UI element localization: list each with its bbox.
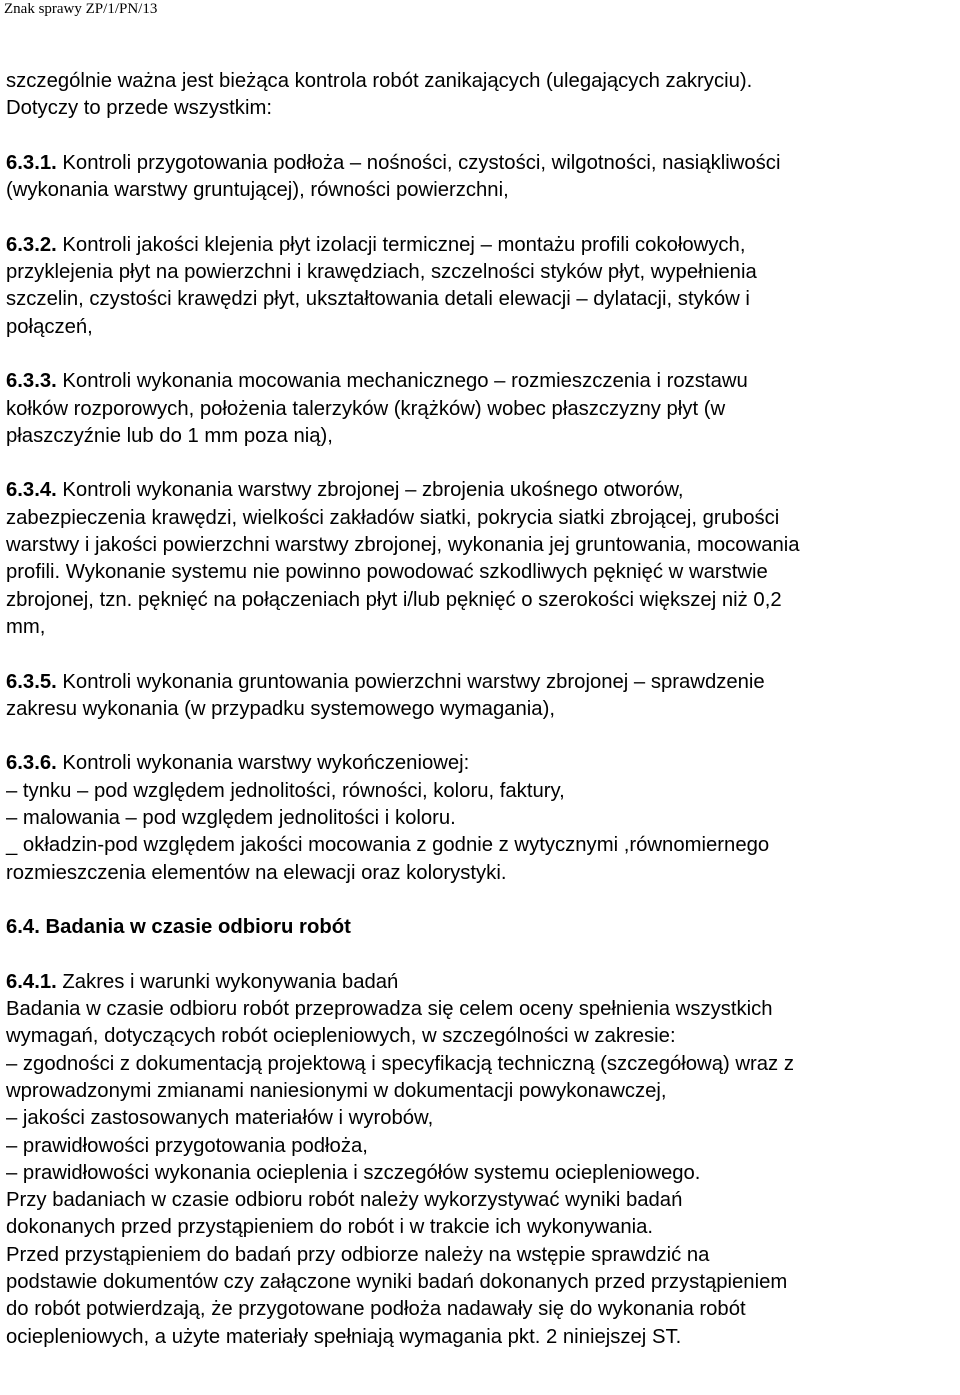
item-number: 6.3.6.: [6, 752, 57, 775]
item-6-4-1-line: [6, 969, 958, 996]
item-number: 6.3.2.: [6, 233, 57, 256]
item-text: Kontroli wykonania mocowania mechanicznego – rozmieszczenia i rozstawu: [56, 370, 748, 393]
item-6-3-6-line: – malowania – pod względem jednolitości i koloru.: [6, 807, 456, 830]
item-6-3-6-line: – tynku – pod względem jednolitości, równości, koloru, faktury,: [6, 779, 565, 802]
section-6-4-heading: [6, 914, 958, 941]
item-text: Kontroli przygotowania podłoża – nośności, czystości, wilgotności, nasiąkliwości: [56, 151, 781, 174]
item-6-3-1-line: (wykonania warstwy gruntującej), równości powierzchni,: [6, 179, 509, 202]
item-6-3-2-line: połączeń,: [6, 315, 93, 338]
item-text: Kontroli jakości klejenia płyt izolacji termicznej – montażu profili cokołowych,: [56, 233, 746, 256]
item-number: 6.3.3.: [6, 370, 57, 393]
item-6-3-3-line: płaszczyźnie lub do 1 mm poza nią),: [6, 424, 333, 447]
item-number: 6.4.1.: [6, 970, 57, 993]
document-body: [6, 68, 958, 1351]
item-6-4-1-line: Przed przystąpieniem do badań przy odbiorze należy na wstępie sprawdzić na: [6, 1243, 710, 1266]
item-6-4-1-line: – prawidłowości przygotowania podłoża,: [6, 1134, 368, 1157]
item-6-4-1-line: podstawie dokumentów czy załączone wyniki badań dokonanych przed przystąpieniem: [6, 1271, 788, 1294]
item-text: Kontroli wykonania warstwy zbrojonej – zbrojenia ukośnego otworów,: [56, 479, 684, 502]
item-number: 6.3.1.: [6, 151, 57, 174]
document-case-number: Znak sprawy ZP/1/PN/13: [4, 1, 158, 17]
item-6-3-4-line: zbrojonej, tzn. pęknięć na połączeniach płyt i/lub pęknięć o szerokości większej niż 0,2: [6, 588, 782, 611]
item-6-4-1-line: dokonanych przed przystąpieniem do robót i w trakcie ich wykonywania.: [6, 1216, 654, 1239]
item-6-3-5-line: zakresu wykonania (w przypadku systemowego wymagania),: [6, 697, 555, 720]
item-6-4-1-line: wymagań, dotyczących robót ociepleniowych, w szczególności w zakresie:: [6, 1025, 676, 1048]
section-title: Badania w czasie odbioru robót: [39, 916, 351, 939]
item-6-3-3-line: kołków rozporowych, położenia talerzyków (krążków) wobec płaszczyzny płyt (w: [6, 397, 726, 420]
item-6-3-1-line: [6, 150, 958, 177]
item-6-3-4-line: mm,: [6, 615, 46, 638]
item-text: Zakres i warunki wykonywania badań: [56, 970, 399, 993]
item-6-3-6-line: _ okładzin-pod względem jakości mocowania z godnie z wytycznymi ,równomiernego: [6, 834, 770, 857]
item-number: 6.3.4.: [6, 479, 57, 502]
item-6-4-1-line: ociepleniowych, a użyte materiały spełniają wymagania pkt. 2 niniejszej ST.: [6, 1325, 682, 1348]
item-6-3-3-line: [6, 368, 958, 395]
item-6-3-4-line: profili. Wykonanie systemu nie powinno powodować szkodliwych pęknięć w warstwie: [6, 561, 768, 584]
item-6-3-2-line: [6, 232, 958, 259]
intro-line: szczególnie ważna jest bieżąca kontrola robót zanikających (ulegających zakryciu).: [6, 70, 753, 92]
item-6-3-4-line: [6, 477, 958, 504]
item-6-4-1-line: – prawidłowości wykonania ocieplenia i szczegółów systemu ociepleniowego.: [6, 1161, 701, 1184]
item-6-3-5-line: [6, 669, 958, 696]
item-6-3-4-line: warstwy i jakości powierzchni warstwy zbrojonej, wykonania jej gruntowania, mocowania: [6, 534, 800, 557]
section-number: 6.4.: [6, 916, 40, 939]
item-6-4-1-line: – zgodności z dokumentacją projektową i specyfikacją techniczną (szczegółową) wraz z: [6, 1052, 794, 1075]
item-6-4-1-line: Przy badaniach w czasie odbioru robót należy wykorzystywać wyniki badań: [6, 1189, 683, 1212]
item-6-3-6-line: rozmieszczenia elementów na elewacji oraz kolorystyki.: [6, 861, 507, 884]
item-6-3-4-line: zabezpieczenia krawędzi, wielkości zakładów siatki, pokrycia siatki zbrojącej, grubości: [6, 506, 780, 529]
item-6-4-1-line: – jakości zastosowanych materiałów i wyrobów,: [6, 1107, 434, 1130]
item-text: Kontroli wykonania warstwy wykończeniowej:: [56, 752, 470, 775]
item-6-3-6-line: [6, 750, 958, 777]
item-text: Kontroli wykonania gruntowania powierzchni warstwy zbrojonej – sprawdzenie: [56, 670, 765, 693]
item-6-3-2-line: szczelin, czystości krawędzi płyt, ukształtowania detali elewacji – dylatacji, styków i: [6, 288, 750, 311]
item-6-4-1-line: wprowadzonymi zmianami naniesionymi w dokumentacji powykonawczej,: [6, 1079, 667, 1102]
item-number: 6.3.5.: [6, 670, 57, 693]
item-6-4-1-line: Badania w czasie odbioru robót przeprowadza się celem oceny spełnienia wszystkich: [6, 998, 773, 1021]
item-6-3-2-line: przyklejenia płyt na powierzchni i krawędziach, szczelności styków płyt, wypełnienia: [6, 261, 757, 284]
item-6-4-1-line: do robót potwierdzają, że przygotowane podłoża nadawały się do wykonania robót: [6, 1298, 746, 1321]
intro-line: Dotyczy to przede wszystkim:: [6, 97, 272, 120]
